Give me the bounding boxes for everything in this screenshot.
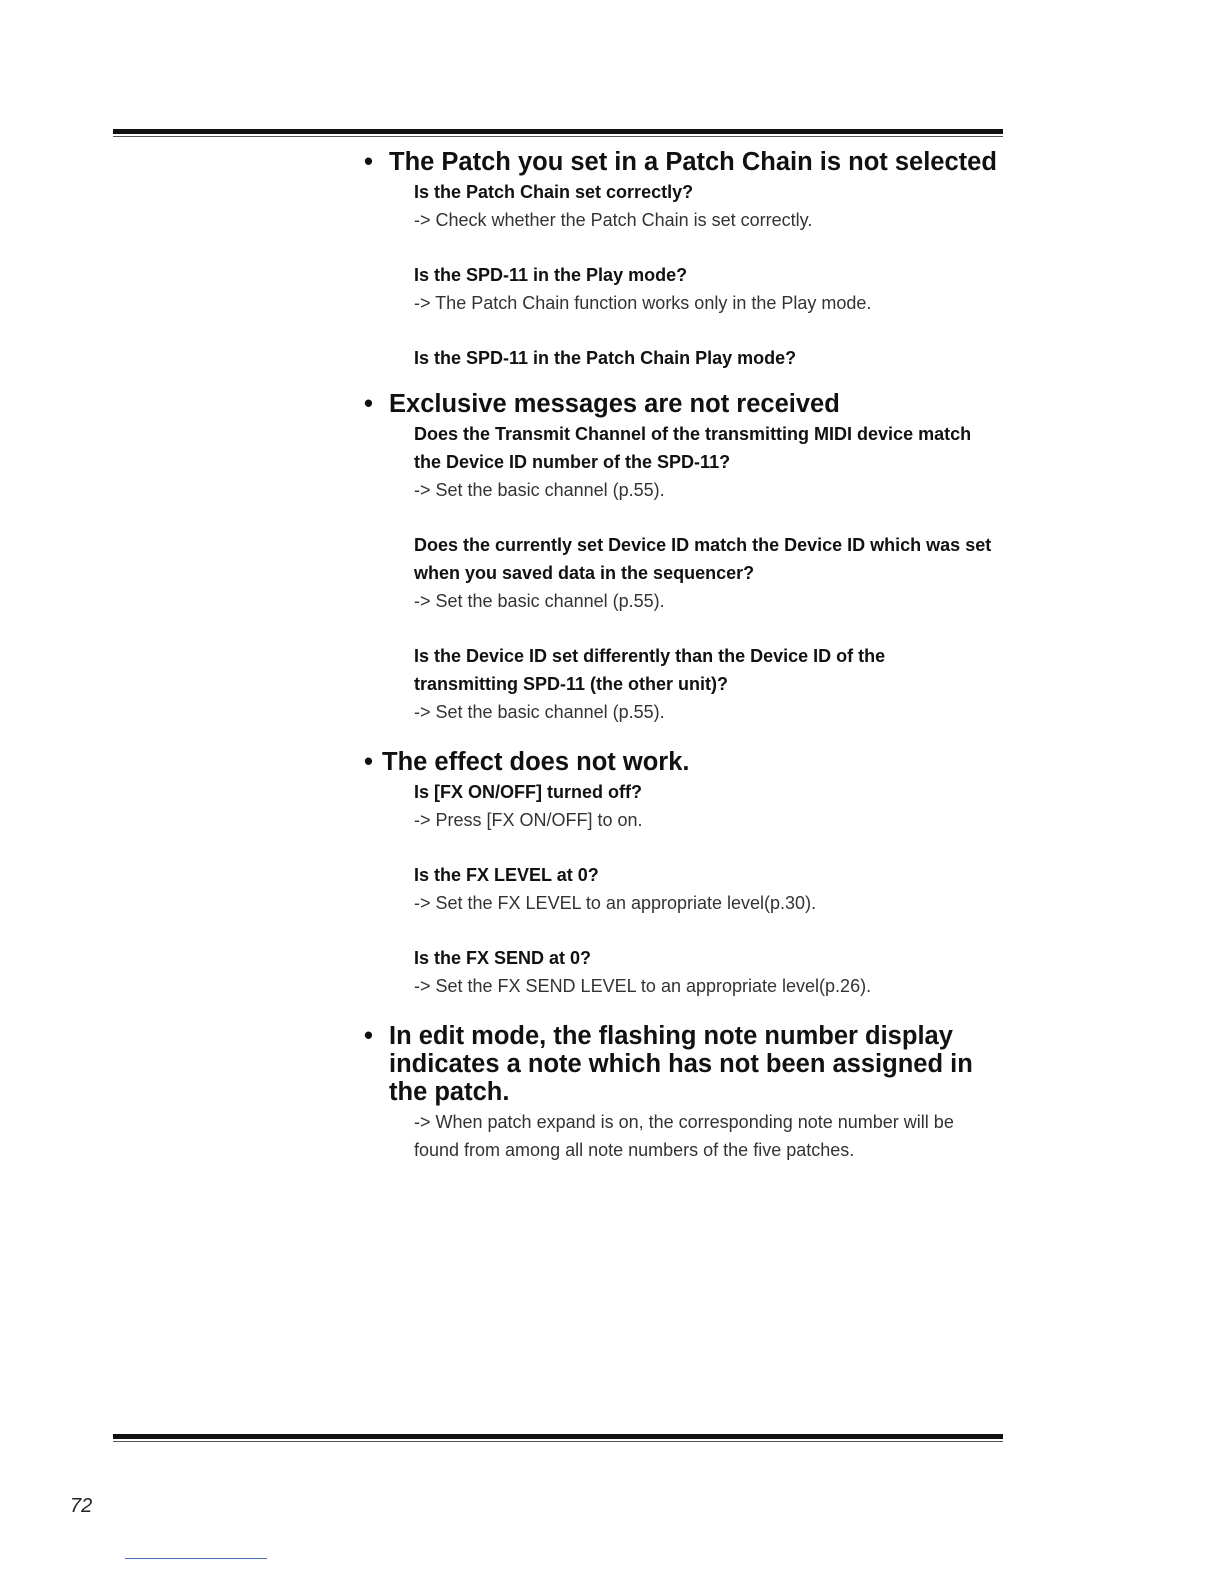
answer: -> Set the FX SEND LEVEL to an appropriate level(p.26). — [414, 976, 872, 996]
question: Is the SPD-11 in the Play mode? — [414, 265, 688, 285]
qa-item — [414, 1108, 999, 1164]
qa-item — [414, 344, 1004, 372]
troubleshooting-content — [364, 148, 1004, 1164]
qa-item — [414, 531, 1004, 615]
answer: -> The Patch Chain function works only in the Play mode. — [414, 293, 872, 313]
section-effect — [364, 748, 1004, 1000]
bullet-icon: • — [364, 148, 373, 176]
section-edit-mode — [364, 1022, 1004, 1164]
answer: -> Check whether the Patch Chain is set correctly. — [414, 210, 813, 230]
answer: -> Press [FX ON/OFF] to on. — [414, 810, 643, 830]
answer: -> When patch expand is on, the corresponding note number will be found from among all note numbers of the five patches. — [414, 1112, 954, 1160]
qa-item — [414, 944, 1004, 1000]
section-heading: • In edit mode, the flashing note number display indicates a note which has not been assigned in the patch. — [364, 1022, 973, 1106]
section-heading: • Exclusive messages are not received — [364, 390, 840, 418]
qa-item — [414, 420, 994, 504]
bullet-icon: • — [364, 748, 373, 776]
answer: -> Set the basic channel (p.55). — [414, 591, 665, 611]
question: Does the Transmit Channel of the transmitting MIDI device match the Device ID number of the SPD-11? — [414, 424, 972, 472]
top-rule — [113, 129, 1003, 138]
answer: -> Set the basic channel (p.55). — [414, 702, 665, 722]
question: Is [FX ON/OFF] turned off? — [414, 782, 642, 802]
qa-item — [414, 178, 1004, 234]
question: Does the currently set Device ID match the Device ID which was set when you saved data in the sequencer? — [414, 535, 992, 583]
section-patch-chain — [364, 148, 1004, 372]
qa-item — [414, 261, 1004, 317]
bullet-icon: • — [364, 1022, 373, 1050]
qa-item — [414, 778, 1004, 834]
section-exclusive-messages — [364, 390, 1004, 726]
bullet-icon: • — [364, 390, 373, 418]
question: Is the FX SEND at 0? — [414, 948, 592, 968]
answer: -> Set the basic channel (p.55). — [414, 480, 665, 500]
qa-item — [414, 642, 964, 726]
section-heading: • The effect does not work. — [364, 748, 690, 776]
footer-line — [125, 1558, 267, 1559]
answer: -> Set the FX LEVEL to an appropriate level(p.30). — [414, 893, 817, 913]
question: Is the Patch Chain set correctly? — [414, 182, 694, 202]
page-number: 72 — [70, 1495, 93, 1517]
question: Is the SPD-11 in the Patch Chain Play mode? — [414, 348, 797, 368]
bottom-rule — [113, 1434, 1003, 1443]
question: Is the Device ID set differently than the Device ID of the transmitting SPD-11 (the other unit)? — [414, 646, 886, 694]
question: Is the FX LEVEL at 0? — [414, 865, 599, 885]
qa-item — [414, 861, 1004, 917]
section-heading: • The Patch you set in a Patch Chain is not selected — [364, 148, 997, 176]
